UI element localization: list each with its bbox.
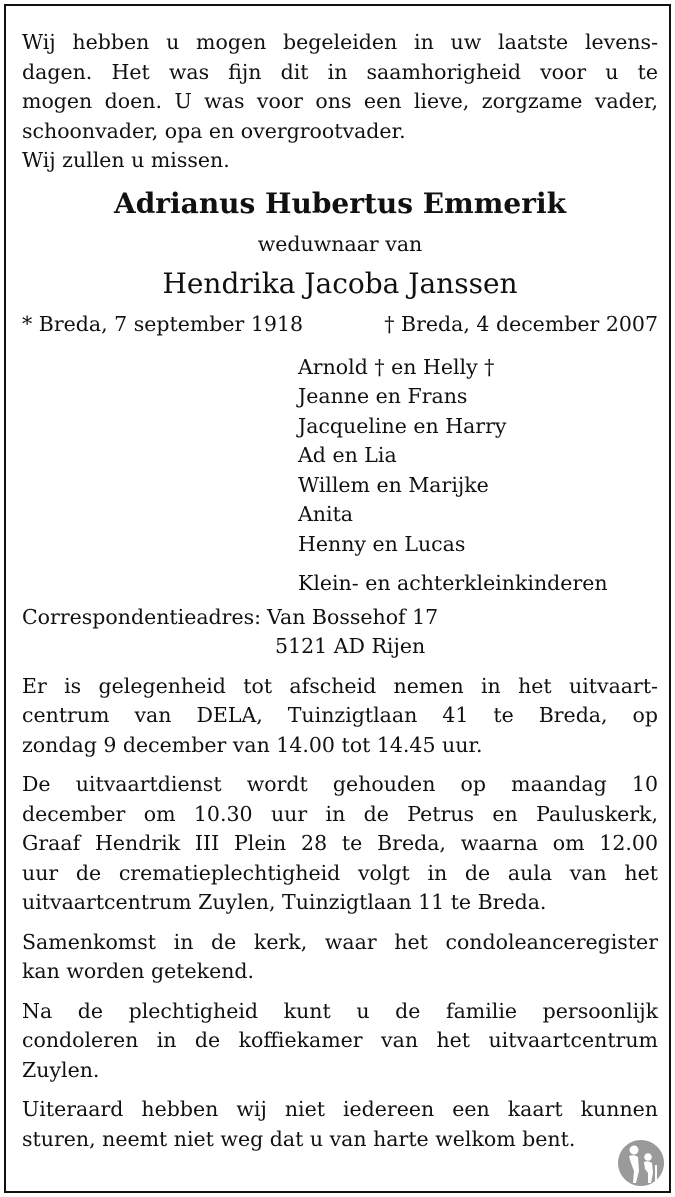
intro-line: dagen. Het was fijn dit in saamhorigheid voor u te — [22, 59, 658, 84]
paragraph-line: De uitvaartdienst wordt gehouden op maandag 10 — [22, 772, 658, 796]
death-date: † Breda, 4 december 2007 — [384, 312, 658, 336]
paragraph-line: Zuylen. — [22, 1057, 100, 1082]
birth-date: * Breda, 7 september 1918 — [22, 312, 304, 336]
relation-text: weduwnaar van — [257, 231, 423, 256]
intro-line: Wij zullen u missen. — [22, 148, 230, 172]
paragraph-line: Na de plechtigheid kunt u de familie persoonlijk — [22, 998, 658, 1023]
paragraph-line: centrum van DELA, Tuinzigtlaan 41 te Breda, op — [22, 703, 658, 727]
life-dates — [22, 310, 658, 340]
paragraph-farewell — [22, 672, 658, 761]
family-member: Ad en Lia — [298, 443, 397, 467]
intro-text — [22, 28, 658, 176]
family-list — [298, 353, 658, 599]
intro-line: schoonvader, opa en overgrootvader. — [22, 118, 406, 143]
paragraph-welcome — [22, 1095, 658, 1154]
paragraph-line: sturen, neemt niet weg dat u van harte welkom bent. — [22, 1126, 576, 1151]
memorial-figures-icon — [617, 1137, 665, 1189]
family-member: Anita — [298, 502, 354, 526]
intro-line: mogen doen. U was voor ons een lieve, zorgzame vader, — [22, 89, 658, 113]
address-city: 5121 AD Rijen — [275, 634, 426, 658]
paragraph-gathering — [22, 928, 658, 987]
family-member: Willem en Marijke — [298, 472, 489, 497]
paragraph-line: uur de crematieplechtigheid volgt in de aula van het — [22, 860, 658, 885]
family-member: Jacqueline en Harry — [298, 413, 507, 438]
paragraph-condolence — [22, 997, 658, 1086]
paragraph-line: Graaf Hendrik III Plein 28 te Breda, waarna om 12.00 — [22, 831, 658, 855]
family-member: Arnold † en Helly † — [298, 354, 495, 379]
spouse-name: Hendrika Jacoba Janssen — [162, 267, 518, 300]
correspondence-address — [22, 603, 658, 662]
address-lines — [267, 603, 438, 662]
family-member: Henny en Lucas — [298, 531, 466, 556]
obituary-content — [22, 28, 658, 1154]
address-label: Correspondentieadres: — [22, 604, 262, 629]
paragraph-line: condoleren in de koffiekamer van het uitvaartcentrum — [22, 1028, 658, 1052]
paragraph-line: uitvaartcentrum Zuylen, Tuinzigtlaan 11 te Breda. — [22, 890, 547, 914]
family-member: Jeanne en Frans — [298, 384, 468, 408]
deceased-name: Adrianus Hubertus Emmerik — [113, 186, 567, 220]
grandchildren-line: Klein- en achterkleinkinderen — [298, 571, 608, 595]
paragraph-line: zondag 9 december van 14.00 tot 14.45 uur. — [22, 732, 483, 757]
address-street: Van Bossehof 17 — [267, 604, 439, 629]
paragraph-line: december om 10.30 uur in de Petrus en Pauluskerk, — [22, 801, 658, 826]
paragraph-service — [22, 770, 658, 918]
paragraph-line: kan worden getekend. — [22, 959, 255, 983]
intro-line: Wij hebben u mogen begeleiden in uw laatste levens- — [22, 30, 658, 54]
paragraph-line: Uiteraard hebben wij niet iedereen een kaart kunnen — [22, 1097, 658, 1121]
paragraph-line: Er is gelegenheid tot afscheid nemen in het uitvaart- — [22, 673, 658, 698]
paragraph-line: Samenkomst in de kerk, waar het condoleanceregister — [22, 929, 658, 954]
